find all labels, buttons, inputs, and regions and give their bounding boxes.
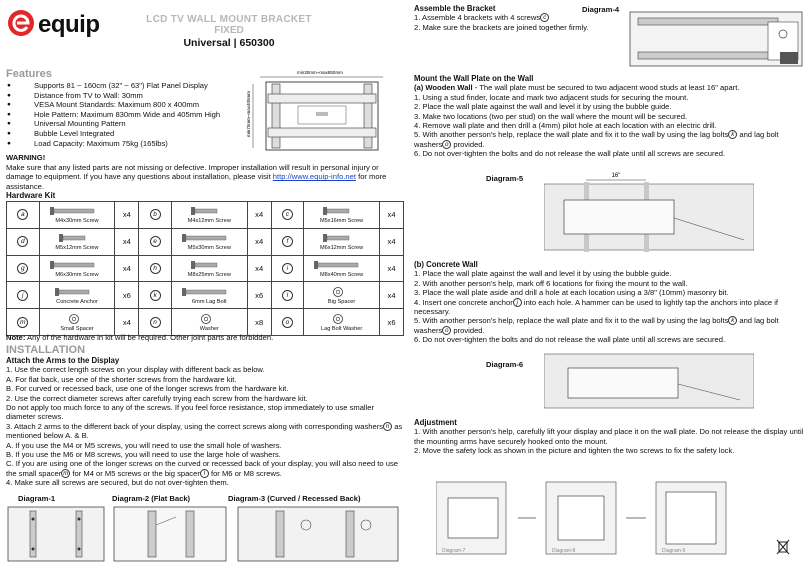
part-ref-o: o (442, 326, 451, 335)
install-step-c (6, 459, 404, 478)
diagram-1-label: Diagram-1 (18, 494, 56, 503)
bracket-dimension-drawing (238, 66, 398, 156)
diagram-8-label: Diagram-8 (552, 548, 576, 554)
equip-logo-icon (6, 8, 36, 38)
install-line: 4. Make sure all screws are secured, but do not over-tighten them. (6, 478, 229, 488)
part-letter: a (17, 209, 28, 220)
part-letter: c (282, 209, 293, 220)
attach-arms-title: Attach the Arms to the Display (6, 356, 120, 365)
install-line: A. If you use the M4 or M5 screws, you will need to use the small hole of washers. (6, 440, 282, 450)
part-letter-cell (7, 255, 40, 282)
part-ref-o: o (442, 140, 451, 149)
features-section (6, 68, 246, 148)
diagrams-7-9-drawing (436, 478, 796, 560)
part-illustration-cell (304, 282, 380, 309)
hardware-kit-title: Hardware Kit (6, 191, 56, 200)
part-letter-cell (139, 255, 172, 282)
note-label: Note: (6, 333, 26, 342)
part-illustration-cell (304, 228, 380, 255)
part-icon (174, 232, 238, 244)
part-illustration-cell (171, 228, 247, 255)
part-letter: h (150, 263, 161, 274)
part-quantity: x4 (380, 202, 404, 229)
right-column (414, 4, 804, 564)
part-name: M6x30mm Screw (55, 271, 99, 278)
diagrams-1-3 (6, 494, 404, 564)
stepc-text-end: for M6 or M8 screws. (208, 468, 282, 478)
hardware-row (7, 202, 404, 229)
part-illustration-cell (39, 228, 115, 255)
part-name: M4x30mm Screw (55, 218, 99, 225)
step3-text-end: as mentioned below A. & B. (6, 421, 403, 441)
part-illustration-cell (304, 255, 380, 282)
diagram-7-label: Diagram-7 (442, 548, 466, 554)
wood-wall-title: (a) Wooden Wall (414, 83, 473, 93)
part-icon (42, 232, 106, 244)
wood-line: 2. Place the wall plate against the wall and level it by using the bubble guide. (414, 102, 672, 112)
part-letter-cell (139, 282, 172, 309)
feature-item: ● Hole Pattern: Maximum 830mm Wide and 405mm High (6, 110, 246, 120)
concrete-line: 6. Do not over-tighten the bolts and do not release the wall plate until all screws are secured. (414, 335, 726, 345)
wood-line: 3. Make two locations (two per stud) on the wall where the mount will be secured. (414, 111, 688, 121)
diagram-2-label: Diagram-2 (Flat Back) (112, 494, 191, 503)
part-icon (174, 205, 238, 217)
part-name: Small Spacer (60, 325, 94, 332)
part-quantity: x4 (380, 282, 404, 309)
installation-body (6, 356, 404, 488)
part-icon (306, 259, 370, 271)
part-letter: o (282, 317, 293, 328)
c5-text: 5. With another person's help, replace the wall plate and fix it to the wall by using the lag bolts (414, 316, 729, 326)
part-ref-l: l (200, 469, 209, 478)
part-ref-n: n (383, 422, 392, 431)
part-name: M5x30mm Screw (187, 245, 231, 252)
weee-bin-icon (776, 538, 790, 556)
part-letter-cell (7, 228, 40, 255)
part-illustration-cell (171, 255, 247, 282)
part-letter-cell (7, 202, 40, 229)
assemble-line-1: 1. Assemble 4 brackets with 4 screws (414, 13, 541, 23)
part-name: M4x12mm Screw (187, 218, 231, 225)
c4-text-end: into each hole. A hammer can be used to lightly tap the anchors into place if necessary. (414, 297, 779, 317)
concrete-step-5 (414, 316, 804, 335)
diagram-5-label: Diagram-5 (486, 174, 524, 183)
diagrams-1-3-drawing (6, 505, 404, 563)
install-line: A. For flat back, use one of the shorter screws from the hardware kit. (6, 374, 237, 384)
part-quantity: x4 (247, 255, 271, 282)
part-name: M8x25mm Screw (187, 271, 231, 278)
diagram-3-label: Diagram-3 (Curved / Recessed Back) (228, 494, 361, 503)
wood-intro-text: - The wall plate must be secured to two adjacent wood studs at least 16" apart. (472, 83, 740, 93)
part-name: Lag Bolt Washer (321, 325, 363, 332)
features-title: Features (6, 68, 52, 80)
part-letter-cell (139, 202, 172, 229)
adjustment-section (414, 418, 804, 456)
part-illustration-cell (171, 282, 247, 309)
part-illustration-cell (39, 255, 115, 282)
part-letter-cell (7, 282, 40, 309)
install-line: B. For curved or recessed back, use one of the longer screws from the hardware kit. (6, 384, 289, 394)
wood-line: 4. Remove wall plate and then drill a (4mm) pilot hole at each location with an electric drill. (414, 121, 717, 131)
note-text: Any of the hardware in kit will be required. Other joint parts are forbidden. (25, 333, 274, 342)
part-letter: d (17, 236, 28, 247)
part-quantity: x6 (247, 282, 271, 309)
support-link[interactable]: http://www.equip-info.net (272, 172, 356, 182)
part-quantity: x4 (115, 202, 139, 229)
part-quantity: x4 (380, 255, 404, 282)
part-name: M8x40mm Screw (320, 271, 364, 278)
install-line: Do not apply too much force to any of the screws. If you feel force resistance, stop immediately to use smaller diameter screws. (6, 403, 375, 422)
wood-intro (414, 83, 804, 92)
step3-text: 3. Attach 2 arms to the different back of your display, using the correct screws along with corresponding washers (6, 421, 384, 431)
concrete-section (414, 260, 804, 345)
brand-name: equip (38, 11, 100, 38)
warning-text-end: for more assistance. (6, 172, 387, 191)
hardware-row (7, 282, 404, 309)
diagram-9-label: Diagram-9 (662, 548, 686, 554)
wood5-text-mid: and lag bolt washers (414, 130, 779, 149)
part-letter: l (282, 290, 293, 301)
part-name: M5x16mm Screw (320, 218, 364, 225)
warning-title: WARNING! (6, 153, 46, 162)
part-letter-cell (271, 202, 304, 229)
part-letter: j (17, 290, 28, 301)
part-letter: b (150, 209, 161, 220)
part-icon (174, 313, 238, 325)
part-ref-k: k (728, 316, 737, 325)
part-name: M6x12mm Screw (320, 245, 364, 252)
part-ref-k: k (728, 130, 737, 139)
mount-title: Mount the Wall Plate on the Wall (414, 74, 534, 83)
features-list (6, 81, 246, 148)
part-letter: n (150, 317, 161, 328)
install-line: 1. Use the correct length screws on your display with different back as below. (6, 365, 265, 375)
part-quantity: x4 (247, 202, 271, 229)
part-letter: f (282, 236, 293, 247)
install-step-3 (6, 422, 404, 441)
part-letter-cell (7, 309, 40, 336)
part-illustration-cell (39, 309, 115, 336)
wood5-text-end: provided. (451, 139, 485, 149)
part-letter-cell (139, 309, 172, 336)
part-name: Big Spacer (327, 298, 356, 305)
hardware-note (6, 333, 273, 342)
part-icon (174, 286, 238, 298)
part-icon (306, 232, 370, 244)
assemble-title: Assemble the Bracket (414, 4, 496, 13)
concrete-title: (b) Concrete Wall (414, 260, 478, 269)
part-quantity: x4 (115, 255, 139, 282)
part-letter: k (150, 290, 161, 301)
part-letter-cell (139, 228, 172, 255)
part-quantity: x4 (247, 228, 271, 255)
diagram-5-drawing (544, 170, 754, 252)
concrete-line: 3. Place the wall plate aside and drill a hole at each location using a 3/8" (10mm) masonry bit. (414, 288, 729, 298)
stepc-text: C. If you are using one of the longer screws on the curved or recessed back of your display, you will also need to use the small spacer (6, 459, 398, 478)
install-line: 2. Use the correct diameter screws after carefully trying each screw from the hardware kit. (6, 393, 308, 403)
feature-item: ● Bubble Level Integrated (6, 129, 246, 139)
stud-gap-label: 16" (611, 173, 621, 179)
part-quantity: x4 (115, 228, 139, 255)
part-letter: e (150, 236, 161, 247)
part-icon (174, 259, 238, 271)
feature-item: ● Universal Mounting Pattern (6, 119, 246, 129)
part-icon (42, 205, 106, 217)
hardware-row (7, 255, 404, 282)
bracket-width-label: min30mm~max850mm (297, 70, 343, 75)
installation-title: INSTALLATION (6, 344, 86, 356)
bracket-height-label: min75mm~max405mm (246, 91, 251, 137)
feature-item: ● Load Capacity: Maximum 75kg (165lbs) (6, 139, 246, 149)
diagram-4-drawing (628, 8, 804, 70)
part-quantity: x4 (115, 309, 139, 336)
c4-text: 4. Insert one concrete anchor (414, 297, 513, 307)
install-line: B. If you use the M6 or M8 screws, you will need to use the large hole of washers. (6, 450, 281, 460)
diagram-6-label: Diagram-6 (486, 360, 524, 369)
warning-text-part: Make sure that any listed parts are not missing or defective. Improper installation will result in personal injury or damage to equipment. If you have any questions about installation, please visit (6, 162, 379, 182)
product-model: Universal | 650300 (183, 37, 275, 49)
part-ref-j: j (513, 298, 522, 307)
warning-section (6, 153, 404, 191)
equip-logo (6, 8, 124, 42)
wood-step-5 (414, 130, 804, 149)
adjustment-title: Adjustment (414, 418, 457, 427)
part-quantity: x4 (380, 228, 404, 255)
part-illustration-cell (171, 309, 247, 336)
mount-section (414, 74, 804, 159)
part-quantity: x6 (115, 282, 139, 309)
feature-item: ● Distance from TV to Wall: 30mm (6, 91, 246, 101)
part-letter: i (282, 263, 293, 274)
hardware-row (7, 309, 404, 336)
part-name: M5x12mm Screw (55, 245, 99, 252)
part-icon (306, 313, 370, 325)
part-icon (306, 205, 370, 217)
part-name: Washer (199, 325, 219, 332)
part-icon (42, 286, 106, 298)
hardware-kit-table (6, 201, 404, 336)
hardware-row (7, 228, 404, 255)
assemble-line-2: 2. Make sure the brackets are joined together firmly. (414, 22, 589, 32)
c5-text-mid: and lag bolt washers (414, 316, 779, 335)
part-name: Concrete Anchor (56, 298, 98, 305)
adjustment-line: 2. Move the safety lock as shown in the picture and tighten the two screws to fix the safety lock. (414, 446, 735, 456)
warning-text (6, 163, 404, 192)
wood-line: 6. Do not over-tighten the bolts and do not release the wall plate until all screws are secured. (414, 149, 726, 159)
installation-section (6, 344, 404, 488)
left-column (6, 4, 404, 564)
diagram-6-drawing (544, 352, 754, 410)
part-illustration-cell (39, 202, 115, 229)
part-letter-cell (271, 228, 304, 255)
part-letter-cell (271, 309, 304, 336)
product-header (134, 14, 324, 49)
part-quantity: x8 (247, 309, 271, 336)
part-illustration-cell (304, 202, 380, 229)
part-ref-c: c (540, 13, 549, 22)
concrete-step-4 (414, 298, 804, 317)
part-icon (42, 313, 106, 325)
product-subtitle: FIXED (214, 25, 244, 36)
part-quantity: x6 (380, 309, 404, 336)
c5-text-end: provided. (451, 325, 485, 335)
concrete-line: 1. Place the wall plate against the wall and level it by using the bubble guide. (414, 269, 672, 279)
part-letter-cell (271, 282, 304, 309)
wood5-text: 5. With another person's help, replace the wall plate and fix it to the wall by using the lag bolts (414, 130, 729, 140)
diagram-4-label: Diagram-4 (582, 5, 620, 14)
part-illustration-cell (171, 202, 247, 229)
adjustment-line: 1. With another person's help, carefully lift your display and place it on the wall plate. Do not release the display until the mounting arms have securely hooked onto the mount. (414, 427, 804, 446)
part-name: 6mm Lag Bolt (192, 298, 227, 305)
part-icon (306, 286, 370, 298)
part-ref-m: m (63, 470, 69, 477)
part-illustration-cell (39, 282, 115, 309)
wood-line: 1. Using a stud finder, locate and mark two adjacent studs for securing the mount. (414, 92, 689, 102)
stepc-text-mid: for M4 or M5 screws or the big spacer (70, 468, 200, 478)
feature-item: ● Supports 81 ~ 160cm (32" ~ 63") Flat Panel Display (6, 81, 246, 91)
product-title: LCD TV WALL MOUNT BRACKET (146, 14, 312, 25)
concrete-line: 2. With another person's help, mark off 6 locations for fixing the mount to the wall. (414, 278, 688, 288)
part-letter-cell (271, 255, 304, 282)
part-illustration-cell (304, 309, 380, 336)
part-letter: m (17, 317, 28, 328)
part-letter: g (17, 263, 28, 274)
feature-item: ● VESA Mount Standards: Maximum 800 x 400mm (6, 100, 246, 110)
part-icon (42, 259, 106, 271)
